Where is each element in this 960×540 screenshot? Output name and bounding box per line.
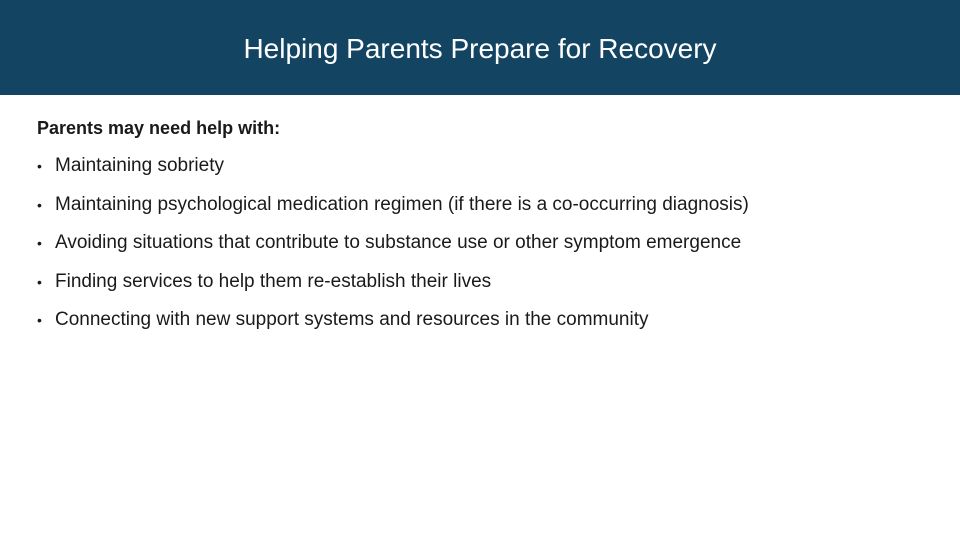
list-item xyxy=(37,231,937,255)
intro-heading: Parents may need help with: xyxy=(37,118,281,138)
title-band xyxy=(0,0,960,95)
slide-content xyxy=(37,116,937,347)
list-item-text: Maintaining sobriety xyxy=(55,155,224,176)
bullet-dot-icon: • xyxy=(37,158,42,174)
list-item xyxy=(37,270,937,294)
list-item-text: Maintaining psychological medication regimen (if there is a co-occurring diagnosis) xyxy=(55,193,749,215)
slide-title: Helping Parents Prepare for Recovery xyxy=(243,33,717,64)
bullet-dot-icon: • xyxy=(37,312,42,328)
list-item-text: Finding services to help them re-establish their lives xyxy=(55,270,492,292)
list-item-text: Avoiding situations that contribute to substance use or other symptom emergence xyxy=(55,232,742,253)
list-item xyxy=(37,308,937,332)
bullet-dot-icon: • xyxy=(37,196,42,213)
bullet-dot-icon: • xyxy=(37,273,42,290)
list-item-text: Connecting with new support systems and resources in the community xyxy=(55,309,649,330)
bullet-list xyxy=(37,154,937,332)
list-item xyxy=(37,193,937,217)
list-item xyxy=(37,154,937,178)
bullet-dot-icon: • xyxy=(37,235,42,251)
